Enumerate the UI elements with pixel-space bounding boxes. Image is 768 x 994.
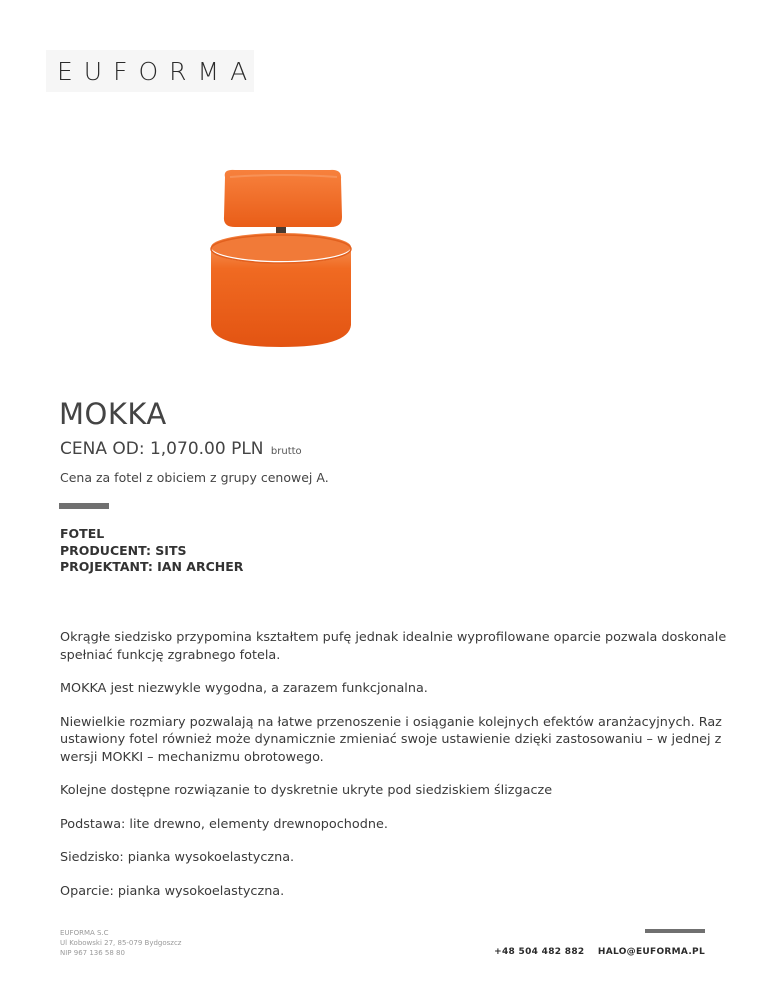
price-value: CENA OD: 1,070.00 PLN — [60, 439, 264, 459]
description-paragraph: MOKKA jest niezwykle wygodna, a zarazem funkcjonalna. — [60, 681, 428, 696]
product-producer: PRODUCENT: SITS — [60, 542, 187, 558]
product-type: FOTEL — [60, 526, 105, 541]
product-meta — [60, 526, 243, 576]
description-paragraph: Niewielkie rozmiary pozwalają na łatwe przenoszenie i osiąganie kolejnych efektów aranżacyjnych. Raz ustawiony fotel również może dynamicznie zmieniać swoje ustawienie dzięki zastosowaniu – w jednej z wersji MOKKI – mechanizmu obrotowego. — [60, 714, 722, 765]
product-title: MOKKA — [59, 397, 167, 431]
company-nip: NIP 967 136 58 80 — [60, 949, 125, 957]
footer-contact — [484, 947, 705, 957]
orange-armchair-image — [205, 165, 361, 355]
footer-company-info — [60, 928, 181, 958]
description-paragraph: Okrągłe siedzisko przypomina kształtem pufę jednak idealnie wyprofilowane oparcie pozwala doskonale spełniać funkcję zgrabnego fotela. — [60, 630, 727, 663]
euforma-logo: EUFORMA — [57, 57, 259, 86]
price-suffix: brutto — [270, 446, 302, 457]
footer-divider — [645, 929, 705, 933]
email-link[interactable]: HALO@EUFORMA.PL — [597, 947, 705, 957]
product-designer: PROJEKTANT: IAN ARCHER — [60, 559, 244, 574]
phone-link[interactable]: +48 504 482 882 — [494, 947, 585, 957]
description-paragraph: Oparcie: pianka wysokoelastyczna. — [60, 883, 285, 899]
description-paragraph: Siedzisko: pianka wysokoelastyczna. — [60, 850, 295, 865]
description-paragraph: Podstawa: lite drewno, elementy drewnopochodne. — [60, 816, 388, 832]
product-description — [60, 629, 730, 916]
company-address: Ul Kobowski 27, 85-079 Bydgoszcz — [60, 939, 182, 947]
product-price — [60, 439, 302, 459]
description-paragraph: Kolejne dostępne rozwiązanie to dyskretnie ukryte pod siedziskiem ślizgacze — [60, 783, 553, 798]
company-name: EUFORMA S.C — [60, 929, 109, 937]
price-note: Cena za fotel z obiciem z grupy cenowej A. — [60, 470, 329, 485]
section-divider — [59, 503, 109, 509]
